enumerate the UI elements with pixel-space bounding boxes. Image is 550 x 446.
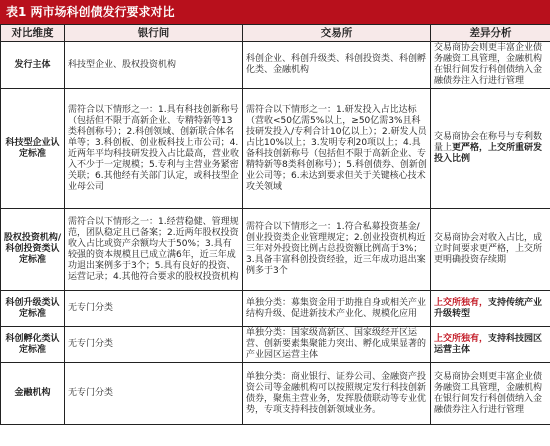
table-title: 表1 两市场科创债发行要求对比: [0, 0, 550, 24]
table-row: [1, 42, 550, 89]
row-dimension: 科技型企业认定标准: [1, 89, 65, 209]
row-analysis: [431, 89, 550, 209]
row-bank: 无专门分类: [65, 291, 243, 327]
analysis-emphasis: 上交所独有，: [434, 333, 489, 344]
table-row: [1, 363, 550, 425]
row-dimension: 科创孵化类认定标准: [1, 327, 65, 363]
row-exchange: 需符合以下情形之一：1.研发投入占比达标（营收<50亿需5%以上，≥50亿需3%且科技研发投入/专利合计10亿以上）；2.研发人员占比10%以上；3.发明专利20项以上；4.具备科技创新称号（包括但不限于高新企业、专精特新等8类科创称号）；5.科创债券、创新创业公司等；6.未达到要求但关于关键核心技术攻关领域: [243, 89, 431, 209]
row-analysis: [431, 209, 550, 291]
row-analysis: [431, 42, 550, 89]
analysis-emphasis-suffix: 支持科技园区运营主体: [434, 333, 543, 355]
row-bank: 需符合以下情形之一：1.具有科技创新称号（包括但不限于高新企业、专精特新等13类科创称号）；2.科创领域、创新联合体名单等；3.科创板、创业板科技上市公司；4.近两年平均科技研发投入占比最高，营业收入不少于一定规模；5.专利与主营业务紧密关联；6.其他经有关部门认定，或科技型企业母公司: [65, 89, 243, 209]
table-row: [1, 209, 550, 291]
row-exchange: 单独分类：募集资金用于助推自身或相关产业结构升级、促进新技术产业化、规模化应用: [243, 291, 431, 327]
table-row: [1, 89, 550, 209]
analysis-emphasis-suffix: 支持传统产业升级转型: [434, 297, 543, 319]
header-bank: 银行间: [65, 25, 243, 42]
table-header-row: [1, 25, 550, 42]
analysis-emphasis: 更严格，: [452, 143, 489, 153]
analysis-text: 交易商协会则更丰富企业债务融资工具管理，金融机构在银行间发行科创债纳入金融债券注入行进行管理: [434, 371, 543, 415]
analysis-text: 交易商协会则更丰富企业债务融资工具管理，金融机构在银行间发行科创债纳入金融债券注入行进行管理: [434, 43, 543, 86]
row-dimension: 金融机构: [1, 363, 65, 425]
header-analysis: 差异分析: [431, 25, 550, 42]
row-analysis: [431, 291, 550, 327]
row-exchange: 单独分类：商业银行、证券公司、金融资产投资公司等金融机构可以按照规定发行科技创新债券，聚焦主营业务，发挥股债联动等专业优势，专项支持科技创新领域业务。: [243, 363, 431, 425]
row-bank: 科技型企业、股权投资机构: [65, 42, 243, 89]
row-analysis: [431, 327, 550, 363]
analysis-text: 交易商协会在称号与专利数量上: [434, 132, 543, 153]
comparison-table: [0, 24, 550, 425]
analysis-emphasis-suffix: 上交所重研发投入比例: [434, 143, 543, 164]
row-exchange: 科创企业、科创升级类、科创投资类、科创孵化类、金融机构: [243, 42, 431, 89]
row-exchange: 单独分类：国家级高新区、国家级经开区运营、创新要素集聚能力突出、孵化成果显著的产业园区运营主体: [243, 327, 431, 363]
table-row: [1, 327, 550, 363]
analysis-emphasis: 上交所独有，: [434, 297, 489, 308]
row-bank: 需符合以下情形之一：1.经营稳健、管理规范，团队稳定且已备案；2.近两年股权投资收入占比或资产余额均大于50%；3.具有较强的资本规模且已成立满6年，近三年成功退出案例多于3个；5.具有良好的投资、运营记录；4.其他符合要求的股权投资机构: [65, 209, 243, 291]
row-exchange: 需符合以下情形之一：1.符合私募投资基金/创业投资类企业管理规定；2.创业投资机构近三年对外投资比例占总投资额比例高于3%；3.具备丰富科创投资经验，近三年成功退出案例多于3个: [243, 209, 431, 291]
row-dimension: 科创升级类认定标准: [1, 291, 65, 327]
row-dimension: 股权投资机构/科创投资类认定标准: [1, 209, 65, 291]
table-row: [1, 291, 550, 327]
analysis-text: 交易商协会对收入占比，成立时间要求更严格，上交所更明确投资存续期: [434, 233, 543, 265]
row-bank: 无专门分类: [65, 363, 243, 425]
row-analysis: [431, 363, 550, 425]
row-dimension: 发行主体: [1, 42, 65, 89]
row-bank: 无专门分类: [65, 327, 243, 363]
header-exchange: 交易所: [243, 25, 431, 42]
header-dimension: 对比维度: [1, 25, 65, 42]
